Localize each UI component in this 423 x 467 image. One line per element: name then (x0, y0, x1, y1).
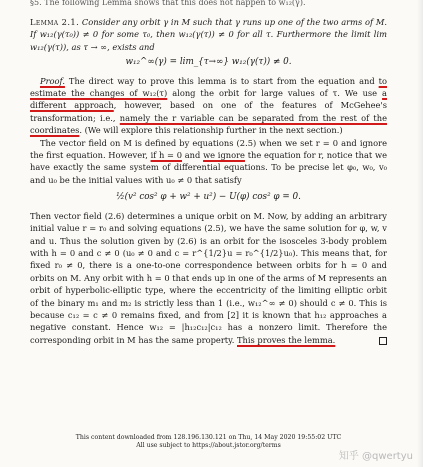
underlined-separation: namely the r variable can be separated from the rest of the coordinates (30, 112, 387, 136)
para2-text-3: the equation for r, notice that we have exactly the same system of differential equations. To be precise let φ₀, w₀, v₀ and u₀ be the initial values with u₀ ≠ 0 that satisfy (30, 150, 387, 185)
proof-label: Proof. (40, 75, 65, 86)
lemma-text: Consider any orbit γ in M such that γ runs up one of the two arms of M. If w₁₂(γ(τ₀)) ≠ 0 for some τ₀, then w₁₂(γ(τ)) ≠ 0 for all τ. Furthermore the limit lim w₁₂(γ(τ)), as τ → ∞, exists and (30, 17, 387, 52)
limit-equation: w₁₂^∞(γ) = lim_{τ→∞} w₁₂(γ(τ)) ≠ 0. (125, 57, 292, 68)
proof-text-3: , however, based on one of the features of McGehee's transformation; i.e., (30, 100, 387, 123)
footer-download-line: This content downloaded from 128.196.130.121 on Thu, 14 May 2020 19:55:02 UTC (75, 434, 342, 441)
underlined-approach: a different approach (30, 88, 387, 111)
cut-off-top-line: §5. The following Lemma shows that this does not happen to w₁₂(γ). (30, 0, 306, 7)
jstor-footer (30, 434, 387, 450)
proof-text-4: . (We will explore this relationship further in the next section.) (79, 125, 343, 136)
para2-text-2: and (182, 150, 204, 161)
underlined-estimate: to estimate the changes of w₁₂(τ) (30, 75, 387, 99)
underlined-ignore: we ignore (203, 150, 245, 161)
qed-box-icon (379, 337, 387, 345)
para3-text: Then vector field (2.6) determines a unique orbit on M. Now, by adding an arbitrary initial value r = r₀ and solving equations (2.5), we have the same solution for φ, w, v and u. Thus the solution given by (2.6) is an orbit for the isosceles 3-body problem with h = 0 and c ≠ 0 (u₀ ≠ 0 and c = r^{1/2}u = r₀^{1/2}u₀). This means that, for fixed r₀ ≠ 0, there is a one-to-one correspondence between orbits for h = 0 and orbits on M. Any orbit with h = 0 that ends up in one of the arms of M represents an orbit of hyperbolic-elliptic type, where the eccentricity of the limiting elliptic orbit of the binary m₁ and m₂ is strictly less than 1 (i.e., w₁₂^∞ ≠ 0) should c ≠ 0. This is because c₁₂ = c ≠ 0 remains fixed, and from [2] it is known that h₁₂ approaches a negative constant. Hence w₁₂ = |h₁₂c₁₂|c₁₂ has a nonzero limit. Therefore the corresponding orbit in M has the same property. (30, 210, 387, 345)
proof-text-2: along the orbit for large values of τ. We use (167, 88, 383, 99)
underlined-h-zero: if h = 0 (150, 150, 183, 161)
lemma-heading: Lemma 2.1. (30, 17, 80, 27)
proof-paragraph (30, 75, 387, 137)
para2-text-1: The vector field on M is defined by equations (2.5) when we set r = 0 and ignore the first equation. However, (30, 137, 387, 161)
page-edge-shadow (417, 0, 423, 467)
vector-field-paragraph (30, 137, 387, 187)
footer-terms-line: All use subject to https://about.jstor.org/terms (136, 442, 281, 449)
page-content (30, 0, 387, 346)
proof-text-1: The direct way to prove this lemma is to start from the equation and (64, 75, 379, 86)
conclusion-paragraph (30, 210, 387, 346)
zhihu-watermark: 知乎 @qwertyu (338, 451, 413, 462)
energy-equation: ½(v² cos² φ + w² + u²) − U(φ) cos² φ = 0. (116, 192, 301, 203)
underlined-proves-lemma: This proves the lemma. (237, 334, 336, 345)
lemma-statement (30, 16, 387, 53)
